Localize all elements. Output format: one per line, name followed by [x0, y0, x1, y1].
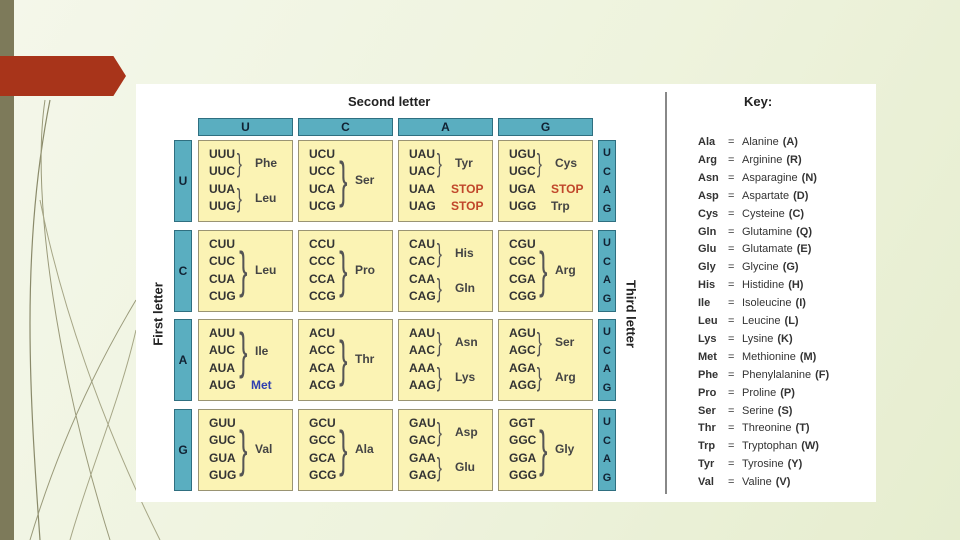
- key-equals: =: [728, 153, 735, 166]
- amino-acid-label: Cys: [555, 155, 578, 170]
- key-abbreviation: Met: [698, 350, 717, 363]
- key-row: [698, 458, 802, 470]
- key-name: Alanine: [742, 136, 779, 148]
- codon-brace: }: [536, 326, 542, 357]
- codon: UUU: [209, 147, 235, 161]
- key-code: (I): [795, 297, 806, 310]
- codon-cell: [198, 319, 293, 401]
- codon: AGA: [509, 361, 536, 375]
- key-divider: [665, 92, 667, 494]
- amino-acid-label: Trp: [551, 199, 570, 213]
- amino-acid-label: Pro: [355, 263, 376, 277]
- key-name: Aspartate: [742, 189, 790, 202]
- key-name: Serine: [742, 404, 774, 417]
- key-name: Glycine: [742, 261, 779, 274]
- codon: UGU: [509, 147, 536, 161]
- amino-acid-label: Leu: [255, 190, 277, 205]
- first-letter-label: First letter: [150, 282, 166, 346]
- key-equals: =: [728, 315, 735, 327]
- amino-acid-label: Gly: [555, 442, 575, 456]
- codon: AUG: [209, 378, 236, 392]
- key-equals: =: [728, 243, 735, 256]
- third-letter-a: A: [603, 363, 611, 376]
- codon-brace: }: [239, 322, 248, 379]
- key-equals: =: [728, 386, 735, 399]
- third-letter-column: [598, 230, 616, 312]
- amino-acid-label: Lys: [455, 369, 476, 384]
- codon: GUG: [209, 468, 237, 482]
- codon: AUU: [209, 326, 235, 340]
- codon: CGG: [509, 289, 537, 303]
- codon-cell: [498, 140, 593, 222]
- codon-brace: }: [436, 147, 442, 178]
- key-abbreviation: Trp: [698, 440, 716, 453]
- codon: CUG: [209, 289, 236, 303]
- amino-acid-label: Ser: [555, 334, 575, 349]
- third-letter-column: [598, 140, 616, 222]
- key-code: (C): [788, 207, 805, 220]
- key-abbreviation: Arg: [698, 153, 717, 166]
- codon-brace: }: [239, 421, 248, 477]
- codon: UUA: [209, 182, 235, 196]
- codon-brace: }: [436, 237, 442, 268]
- codon: ACC: [309, 343, 335, 357]
- key-abbreviation: Phe: [698, 368, 719, 381]
- key-abbreviation: Asp: [698, 189, 719, 202]
- key-code: (Q): [796, 225, 813, 238]
- codon: CUC: [209, 254, 235, 268]
- codon: CGC: [509, 254, 536, 268]
- key-row: [698, 172, 817, 184]
- codon: CCU: [309, 237, 335, 251]
- key-row: [698, 136, 798, 148]
- key-equals: =: [728, 261, 735, 274]
- key-equals: =: [728, 368, 735, 381]
- codon: UGG: [509, 199, 537, 213]
- codon: UAA: [409, 182, 435, 196]
- third-letter-a: A: [603, 184, 611, 197]
- codon-brace: }: [236, 147, 242, 178]
- codon-brace: }: [236, 182, 242, 213]
- key-row: [698, 351, 816, 363]
- codon-cell: [398, 140, 493, 222]
- key-code: (L): [784, 315, 799, 327]
- key-code: (V): [775, 476, 791, 489]
- amino-acid-label: His: [455, 245, 474, 260]
- key-row: [698, 279, 803, 291]
- key-name: Cysteine: [742, 207, 785, 220]
- codon-brace: }: [436, 326, 442, 357]
- codon: CAU: [409, 237, 435, 251]
- codon-cell: [498, 319, 593, 401]
- key-code: (F): [815, 368, 830, 381]
- codon: GAG: [409, 468, 437, 482]
- codon-brace: }: [339, 421, 348, 477]
- codon: GGA: [509, 451, 537, 465]
- second-letter-c: C: [298, 118, 393, 136]
- third-letter-g: G: [602, 471, 612, 484]
- key-code: (E): [796, 243, 812, 256]
- key-code: (K): [777, 332, 793, 345]
- amino-acid-label: Arg: [555, 263, 576, 277]
- third-letter-c: C: [603, 255, 611, 268]
- key-row: [698, 208, 804, 220]
- third-letter-c: C: [603, 344, 611, 357]
- codon: UUG: [209, 199, 236, 213]
- key-abbreviation: Ile: [698, 297, 711, 310]
- key-abbreviation: Asn: [698, 171, 719, 184]
- amino-acid-label: Ala: [355, 442, 374, 456]
- codon: GCA: [309, 451, 336, 465]
- codon: UGA: [509, 182, 536, 196]
- key-name: Valine: [742, 476, 772, 489]
- key-code: (W): [801, 440, 819, 453]
- key-row: [698, 261, 799, 273]
- key-title: Key:: [744, 94, 773, 109]
- first-letter-a: A: [174, 319, 192, 401]
- codon: AGC: [509, 343, 536, 357]
- key-name: Asparagine: [742, 171, 798, 184]
- third-letter-c: C: [603, 165, 611, 178]
- key-equals: =: [728, 225, 735, 238]
- codon: GCG: [309, 468, 337, 482]
- amino-acid-label: Val: [255, 442, 273, 456]
- key-name: Glutamate: [742, 243, 793, 256]
- codon-cell: [398, 230, 493, 312]
- key-row: [698, 405, 792, 417]
- codon: UCU: [309, 147, 335, 161]
- codon-brace: }: [339, 242, 348, 298]
- third-letter-g: G: [602, 381, 612, 394]
- codon: GGT: [509, 416, 535, 430]
- third-letter-g: G: [602, 292, 612, 305]
- codon: CCC: [309, 254, 335, 268]
- key-code: (P): [780, 386, 795, 399]
- slide-accent-arrow: [0, 56, 126, 96]
- codon: AGU: [509, 326, 536, 340]
- amino-acid-label: Glu: [455, 459, 475, 474]
- key-equals: =: [728, 297, 735, 310]
- amino-acid-label: Phe: [255, 155, 278, 170]
- key-name: Phenylalanine: [742, 368, 812, 381]
- key-abbreviation: Gly: [698, 261, 716, 274]
- key-code: (R): [786, 153, 802, 166]
- key-name: Arginine: [742, 153, 783, 166]
- codon: GGC: [509, 433, 537, 447]
- codon: UAG: [409, 199, 436, 213]
- codon: CAA: [409, 272, 435, 286]
- key-equals: =: [728, 171, 735, 184]
- amino-acid-label: Asn: [455, 334, 478, 349]
- third-letter-g: G: [602, 202, 612, 215]
- key-name: Lysine: [742, 332, 774, 345]
- codon-cell: [298, 409, 393, 491]
- key-abbreviation: Gln: [698, 225, 717, 238]
- codon: GUC: [209, 433, 236, 447]
- key-abbreviation: His: [698, 279, 716, 292]
- key-equals: =: [728, 440, 735, 453]
- codon: AUC: [209, 343, 235, 357]
- codon-cell: [298, 319, 393, 401]
- key-abbreviation: Glu: [698, 243, 717, 256]
- first-letter-c: C: [174, 230, 192, 312]
- key-row: [698, 297, 806, 309]
- codon-brace: }: [536, 147, 542, 178]
- codon: GAA: [409, 451, 436, 465]
- codon-cell: [298, 230, 393, 312]
- codon-brace: }: [339, 152, 348, 208]
- codon: ACU: [309, 326, 335, 340]
- third-letter-column: [598, 409, 616, 491]
- codon-cell: [198, 140, 293, 222]
- codon: CGA: [509, 272, 536, 286]
- second-letter-a: A: [398, 118, 493, 136]
- amino-acid-label: Arg: [555, 369, 576, 384]
- codon-cell: [398, 409, 493, 491]
- key-row: [698, 226, 812, 238]
- key-code: (G): [782, 261, 799, 274]
- key-row: [698, 154, 802, 166]
- codon: UAC: [409, 164, 435, 178]
- key-code: (Y): [787, 458, 803, 471]
- codon-brace: }: [536, 361, 542, 392]
- key-name: Proline: [742, 386, 777, 399]
- codon: CCA: [309, 272, 335, 286]
- codon: CUU: [209, 237, 235, 251]
- key-equals: =: [728, 136, 735, 148]
- codon: CGU: [509, 237, 536, 251]
- codon-cell: [498, 409, 593, 491]
- key-name: Methionine: [742, 350, 796, 363]
- stop-codon-label: STOP: [451, 182, 484, 196]
- third-letter-u: U: [603, 416, 611, 429]
- codon-cell: [498, 230, 593, 312]
- codon-brace: }: [539, 421, 548, 477]
- third-letter-column: [598, 319, 616, 401]
- key-abbreviation: Leu: [698, 315, 718, 327]
- key-abbreviation: Tyr: [698, 458, 715, 471]
- key-name: Threonine: [742, 422, 792, 435]
- second-letter-u: U: [198, 118, 293, 136]
- amino-acid-label: Ser: [355, 173, 375, 187]
- amino-acid-label: Asp: [455, 424, 478, 439]
- codon: AGG: [509, 378, 537, 392]
- second-letter-g: G: [498, 118, 593, 136]
- key-name: Glutamine: [742, 225, 793, 238]
- third-letter-label: Third letter: [623, 280, 639, 348]
- codon: AAU: [409, 326, 435, 340]
- codon: UUC: [209, 164, 235, 178]
- key-row: [698, 440, 819, 452]
- key-abbreviation: Cys: [698, 207, 719, 220]
- codon: UCA: [309, 182, 335, 196]
- key-row: [698, 422, 810, 434]
- codon-brace: }: [436, 361, 442, 392]
- stop-codon-label: STOP: [451, 199, 484, 213]
- first-letter-u: U: [174, 140, 192, 222]
- amino-acid-label: Gln: [455, 280, 475, 295]
- amino-acid-label: Tyr: [455, 155, 473, 170]
- codon: GAU: [409, 416, 436, 430]
- codon-brace: }: [339, 331, 348, 387]
- third-letter-u: U: [603, 237, 611, 250]
- amino-acid-label: Leu: [255, 263, 277, 277]
- amino-acid-label: Met: [251, 378, 272, 392]
- key-abbreviation: Lys: [698, 332, 717, 345]
- key-abbreviation: Thr: [698, 422, 716, 435]
- first-letter-g: G: [174, 409, 192, 491]
- key-abbreviation: Ala: [698, 136, 716, 148]
- key-code: (N): [801, 171, 817, 184]
- codon: ACA: [309, 361, 335, 375]
- key-equals: =: [728, 422, 735, 435]
- third-letter-u: U: [603, 147, 611, 160]
- key-equals: =: [728, 404, 735, 417]
- third-letter-c: C: [603, 434, 611, 447]
- key-equals: =: [728, 207, 735, 220]
- codon: AUA: [209, 361, 235, 375]
- key-equals: =: [728, 332, 735, 345]
- codon-cell: [198, 409, 293, 491]
- codon: GAC: [409, 433, 436, 447]
- key-abbreviation: Val: [698, 476, 714, 489]
- codon-brace: }: [239, 242, 248, 298]
- codon: GUU: [209, 416, 236, 430]
- key-code: (D): [793, 189, 809, 202]
- key-row: [698, 369, 829, 381]
- stop-codon-label: STOP: [551, 182, 584, 196]
- key-name: Tyrosine: [742, 458, 784, 471]
- codon-cell: [398, 319, 493, 401]
- key-abbreviation: Pro: [698, 386, 717, 399]
- key-equals: =: [728, 350, 735, 363]
- codon-cell: [298, 140, 393, 222]
- key-equals: =: [728, 279, 735, 292]
- codon: CUA: [209, 272, 235, 286]
- codon: GCU: [309, 416, 336, 430]
- codon-brace: }: [436, 416, 442, 447]
- codon: AAA: [409, 361, 435, 375]
- key-name: Histidine: [742, 279, 785, 292]
- amino-acid-label: Ile: [255, 343, 269, 358]
- codon-cell: [198, 230, 293, 312]
- key-row: [698, 387, 795, 399]
- key-code: (H): [788, 279, 804, 292]
- key-row: [698, 333, 793, 345]
- key-code: (M): [799, 350, 817, 363]
- key-code: (S): [777, 404, 793, 417]
- third-letter-a: A: [603, 453, 611, 466]
- key-name: Leucine: [742, 315, 781, 327]
- codon: CAC: [409, 254, 435, 268]
- codon: GUA: [209, 451, 236, 465]
- key-equals: =: [728, 458, 735, 471]
- codon: UAU: [409, 147, 435, 161]
- codon: GGG: [509, 468, 538, 482]
- key-abbreviation: Ser: [698, 404, 716, 417]
- key-equals: =: [728, 189, 735, 202]
- second-letter-label: Second letter: [348, 94, 431, 109]
- codon: GCC: [309, 433, 336, 447]
- key-name: Tryptophan: [742, 440, 798, 453]
- codon: UGC: [509, 164, 536, 178]
- codon: CAG: [409, 289, 436, 303]
- key-code: (A): [782, 136, 798, 148]
- third-letter-u: U: [603, 326, 611, 339]
- genetic-code-table: [136, 84, 876, 502]
- key-row: [698, 190, 808, 202]
- key-name: Isoleucine: [742, 297, 792, 310]
- key-code: (T): [795, 422, 810, 435]
- codon-brace: }: [436, 272, 442, 303]
- codon: UCG: [309, 199, 336, 213]
- amino-acid-label: Thr: [355, 352, 375, 366]
- codon: ACG: [309, 378, 336, 392]
- key-row: [698, 243, 811, 255]
- codon-brace: }: [539, 242, 548, 298]
- third-letter-a: A: [603, 274, 611, 287]
- key-row: [698, 315, 799, 327]
- codon: AAC: [409, 343, 435, 357]
- codon: UCC: [309, 164, 335, 178]
- codon-brace: }: [436, 451, 442, 482]
- key-row: [698, 476, 790, 488]
- codon: CCG: [309, 289, 336, 303]
- codon: AAG: [409, 378, 436, 392]
- key-equals: =: [728, 476, 735, 489]
